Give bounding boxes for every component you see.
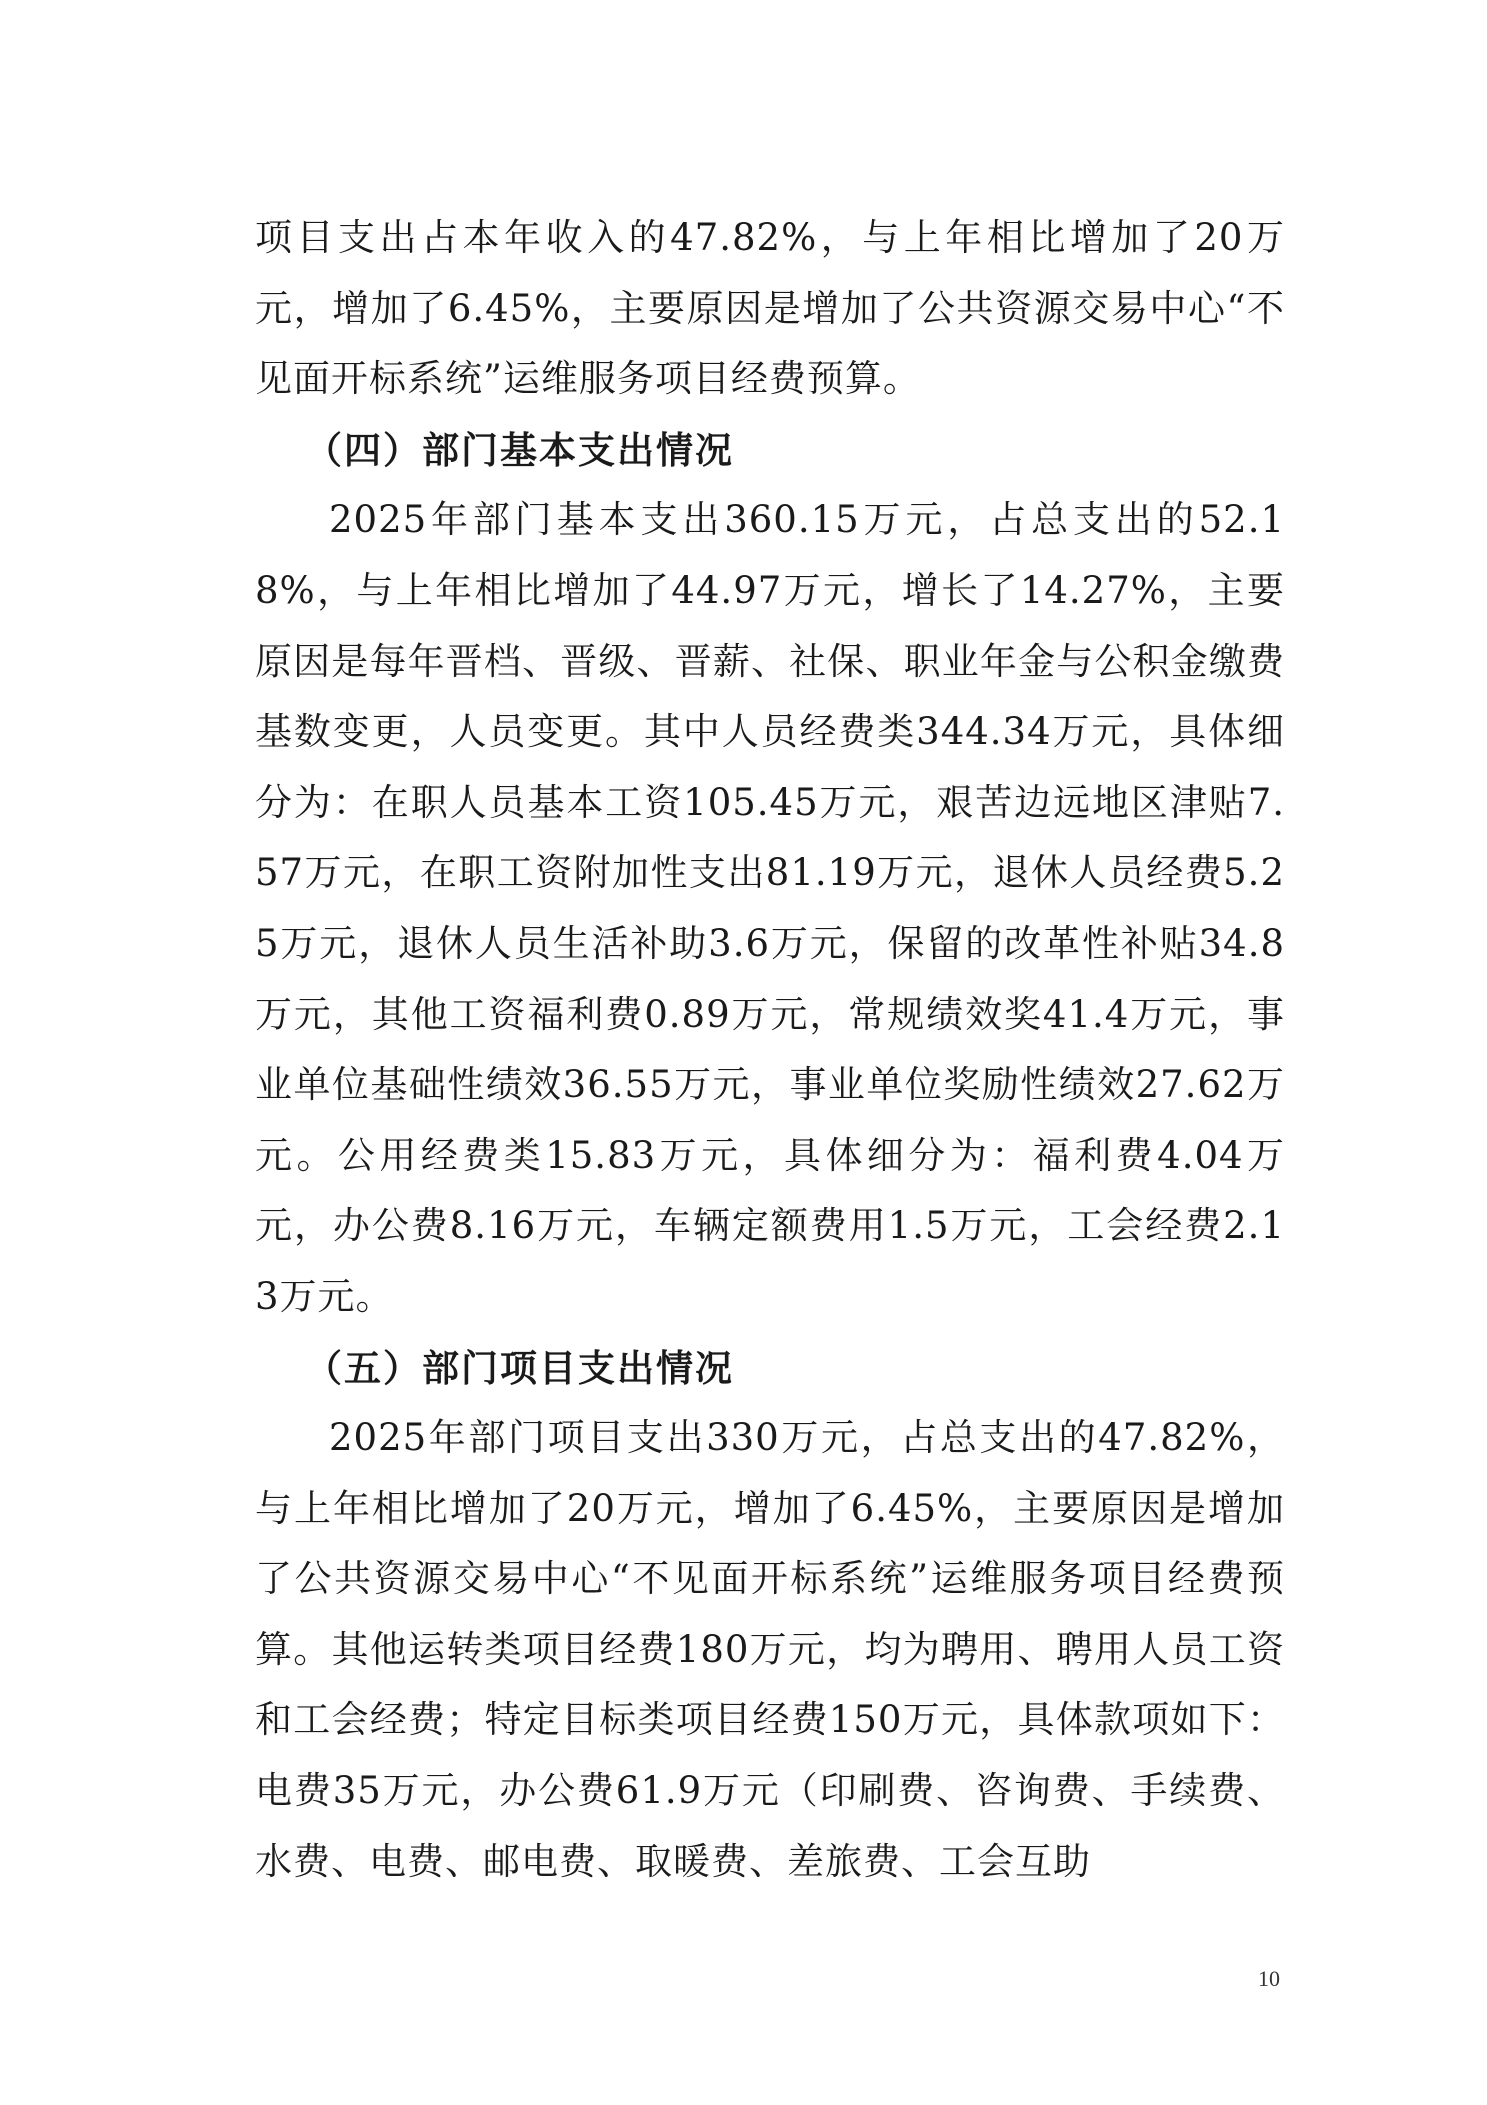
paragraph-project-expenditure: 2025年部门项目支出330万元，占总支出的47.82%，与上年相比增加了20万元，增加了6.45%，主要原因是增加了公共资源交易中心“不见面开标系统”运维服务项目经费预算。其他运转类项目经费180万元，均为聘用、聘用人员工资和工会经费；特定目标类项目经费150万元，具体款项如下：电费35万元，办公费61.9万元（印刷费、咨询费、手续费、水费、电费、邮电费、取暖费、差旅费、工会互助: [255, 1416, 1285, 1883]
paragraph-basic-expenditure: 2025年部门基本支出360.15万元，占总支出的52.18%，与上年相比增加了44.97万元，增长了14.27%，主要原因是每年晋档、晋级、晋薪、社保、职业年金与公积金缴费基数变更，人员变更。其中人员经费类344.34万元，具体细分为：在职人员基本工资105.45万元，艰苦边远地区津贴7.57万元，在职工资附加性支出81.19万元，退休人员经费5.25万元，退休人员生活补助3.6万元，保留的改革性补贴34.8万元，其他工资福利费0.89万元，常规绩效奖41.4万元，事业单位基础性绩效36.55万元，事业单位奖励性绩效27.62万元。公用经费类15.83万元，具体细分为：福利费4.04万元，办公费8.16万元，车辆定额费用1.5万元，工会经费2.13万元。: [255, 498, 1285, 1318]
page-body: [255, 203, 1285, 1897]
section-heading-basic-expenditure: （四）部门基本支出情况: [305, 427, 734, 472]
page-number: 10: [1258, 1966, 1280, 1991]
paragraph-project-expense-summary: 项目支出占本年收入的47.82%，与上年相比增加了20万元，增加了6.45%，主要原因是增加了公共资源交易中心“不见面开标系统”运维服务项目经费预算。: [255, 216, 1285, 401]
section-heading-project-expenditure: （五）部门项目支出情况: [305, 1345, 734, 1390]
